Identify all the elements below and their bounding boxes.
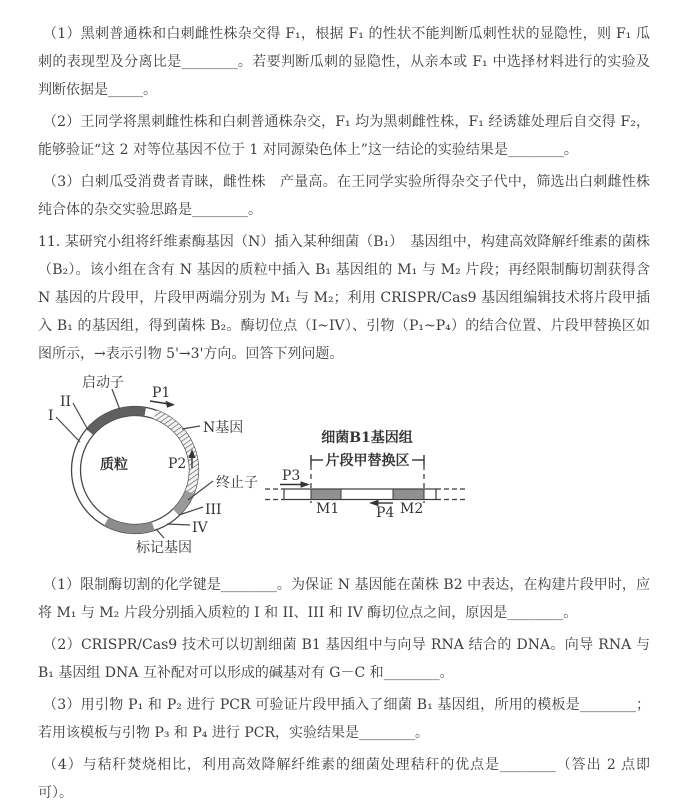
site1-leader-line: [56, 417, 80, 442]
primer2-label: P2: [168, 456, 187, 472]
promoter-leader-line: [112, 389, 120, 410]
site3-label: III: [205, 502, 222, 518]
promoter-label: 启动子: [82, 375, 124, 391]
site4-label: IV: [192, 520, 208, 536]
genome-title: 细菌B1基因组: [321, 430, 413, 446]
plasmid-map: [48, 374, 258, 556]
replace-region-label: 片段甲替换区: [325, 453, 410, 469]
m1-label: M1: [316, 501, 340, 517]
figure-plasmid-and-genome: [36, 372, 672, 568]
m2-segment: [393, 489, 424, 500]
terminator-label: 终止子: [216, 475, 258, 491]
q11-sub2: （2）CRISPR/Cas9 技术可以切割细菌 B1 基因组中与向导 RNA 结合的 DNA。向导 RNA 与 B₁ 基因组 DNA 互补配对可以形成的碱基对有 G－C 和________。: [38, 637, 650, 681]
primer1-arrow-icon: [150, 401, 175, 408]
q11-sub4: （4）与秸秆焚烧相比，利用高效降解纤维素的细菌处理秸秆的优点是________（答出 2 点即可）。: [38, 757, 650, 801]
m1-segment: [311, 489, 341, 500]
genome-map: [265, 429, 465, 521]
q10-part3: （3）白刺瓜受消费者青睐，雌性株 产量高。在王同学实验所得杂交子代中，筛选出白刺雌性株纯合体的杂交实验思路是________。: [38, 174, 650, 218]
site2-leader-line: [73, 403, 88, 430]
m2-label: M2: [400, 501, 424, 517]
q10-part1: （1）黑刺普通株和白刺雌性株杂交得 F₁，根据 F₁ 的性状不能判断瓜刺性状的显隐性，则 F₁ 瓜刺的表现型及分离比是________。若要判断瓜刺的显隐性，从亲本或 F₁ 中选择材料进行的实验及判断依据是_____。: [38, 26, 650, 98]
primer3-label: P3: [282, 468, 301, 484]
site1-label: I: [48, 408, 54, 424]
primer4-label: P4: [376, 505, 395, 521]
question-10-block: [38, 20, 650, 224]
marker-leader-line: [156, 529, 164, 538]
question-11-block: [38, 228, 650, 807]
q11-sub3: （3）用引物 P₁ 和 P₂ 进行 PCR 可验证片段甲插入了细菌 B₁ 基因组，所用的模板是________；若用该模板与引物 P₃ 和 P₄ 进行 PCR，实验结果是________。: [38, 697, 650, 741]
primer1-label: P1: [152, 385, 171, 401]
q11-intro: 11. 某研究小组将纤维素酶基因（N）插入某种细菌（B₁） 基因组中，构建高效降解纤维素的菌株（B₂）。该小组在含有 N 基因的质粒中插入 B₁ 基因组的 M₁ 与 M₂ 片段；再经限制酶切割获得含 N 基因的片段甲，片段甲两端分别为 M₁ 与 M₂；利用 CRISPR/Cas9 基因组编辑技术将片段甲插入 B₁ 的基因组，得到菌株 B₂。酶切位点（I~IV）、引物（P₁~P₄）的结合位置、片段甲替换区如图所示，→表示引物 5'→3'方向。回答下列问题。: [38, 234, 650, 362]
figure-svg: [36, 372, 672, 568]
site4-leader-line: [167, 524, 190, 525]
site2-label: II: [60, 394, 72, 410]
n-gene-leader-line: [182, 426, 200, 429]
plasmid-label: 质粒: [100, 457, 128, 473]
q11-sub1: （1）限制酶切割的化学键是________。为保证 N 基因能在菌株 B2 中表达，在构建片段甲时，应将 M₁ 与 M₂ 片段分别插入质粒的 I 和 II、III 和 IV 酶切位点之间，原因是________。: [38, 577, 650, 621]
q10-part2: （2）王同学将黑刺雌性株和白刺普通株杂交，F₁ 均为黑刺雌性株，F₁ 经诱雄处理后自交得 F₂，能够验证“这 2 对等位基因不位于 1 对同源染色体上”这一结论的实验结果是________。: [38, 114, 650, 158]
marker-gene-label: 标记基因: [136, 540, 192, 556]
n-gene-label: N基因: [203, 420, 244, 436]
